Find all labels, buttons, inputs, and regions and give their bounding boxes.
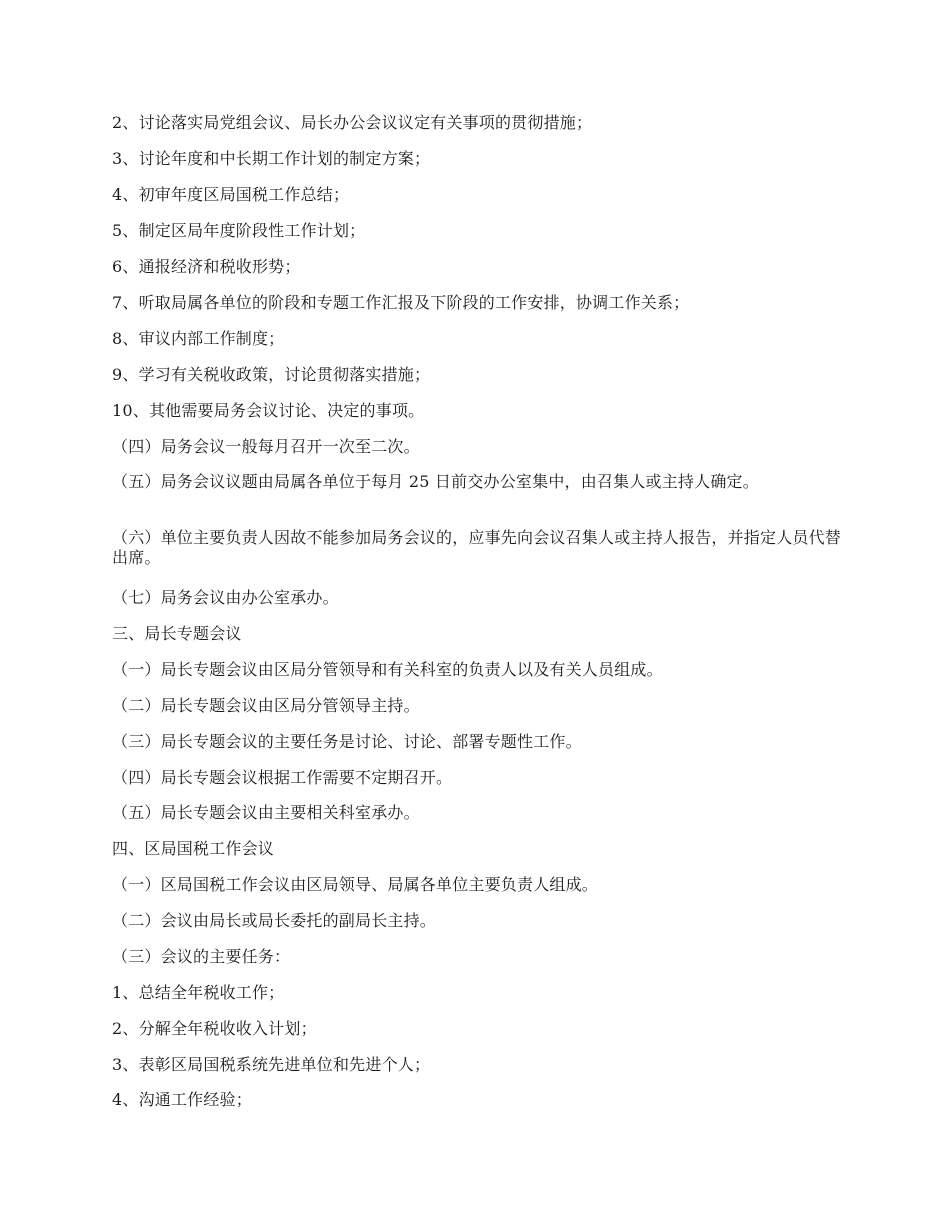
paragraph-item-4: 4、初审年度区局国税工作总结； bbox=[112, 185, 350, 204]
paragraph-item-6: 6、通报经济和税收形势； bbox=[112, 257, 301, 276]
paragraph-section3-clause-2: （二）局长专题会议由区局分管领导主持。 bbox=[112, 696, 420, 715]
paragraph-item-3: 3、讨论年度和中长期工作计划的制定方案； bbox=[112, 149, 431, 168]
paragraph-clause-7: （七）局务会议由办公室承办。 bbox=[112, 588, 339, 607]
paragraph-clause-4: （四）局务会议一般每月召开一次至二次。 bbox=[112, 437, 420, 456]
paragraph-item-5: 5、制定区局年度阶段性工作计划； bbox=[112, 221, 366, 240]
paragraph-clause-5: （五）局务会议议题由局属各单位于每月 25 日前交办公室集中，由召集人或主持人确定。 bbox=[112, 472, 759, 491]
paragraph-item-7: 7、听取局属各单位的阶段和专题工作汇报及下阶段的工作安排，协调工作关系； bbox=[112, 293, 690, 312]
paragraph-task-3: 3、表彰区局国税系统先进单位和先进个人； bbox=[112, 1055, 431, 1074]
paragraph-section4-clause-3: （三）会议的主要任务： bbox=[112, 947, 291, 966]
paragraph-item-8: 8、审议内部工作制度； bbox=[112, 329, 285, 348]
paragraph-clause-6: （六）单位主要负责人因故不能参加局务会议的，应事先向会议召集人或主持人报告，并指定人员代替出席。 bbox=[112, 528, 842, 567]
paragraph-task-4: 4、沟通工作经验； bbox=[112, 1090, 252, 1109]
paragraph-section3-clause-5: （五）局长专题会议由主要相关科室承办。 bbox=[112, 803, 420, 822]
section-heading-4: 四、区局国税工作会议 bbox=[112, 839, 275, 858]
paragraph-section4-clause-2: （二）会议由局长或局长委托的副局长主持。 bbox=[112, 911, 437, 930]
paragraph-section3-clause-3: （三）局长专题会议的主要任务是讨论、讨论、部署专题性工作。 bbox=[112, 732, 582, 751]
paragraph-task-1: 1、总结全年税收工作； bbox=[112, 983, 285, 1002]
paragraph-section3-clause-4: （四）局长专题会议根据工作需要不定期召开。 bbox=[112, 768, 453, 787]
section-heading-3: 三、局长专题会议 bbox=[112, 624, 242, 643]
paragraph-item-10: 10、其他需要局务会议讨论、决定的事项。 bbox=[112, 401, 425, 420]
paragraph-section3-clause-1: （一）局长专题会议由区局分管领导和有关科室的负责人以及有关人员组成。 bbox=[112, 660, 663, 679]
paragraph-item-9: 9、学习有关税收政策，讨论贯彻落实措施； bbox=[112, 365, 431, 384]
paragraph-section4-clause-1: （一）区局国税工作会议由区局领导、局属各单位主要负责人组成。 bbox=[112, 875, 599, 894]
paragraph-item-2: 2、讨论落实局党组会议、局长办公会议议定有关事项的贯彻措施； bbox=[112, 113, 593, 132]
paragraph-task-2: 2、分解全年税收收入计划； bbox=[112, 1019, 317, 1038]
